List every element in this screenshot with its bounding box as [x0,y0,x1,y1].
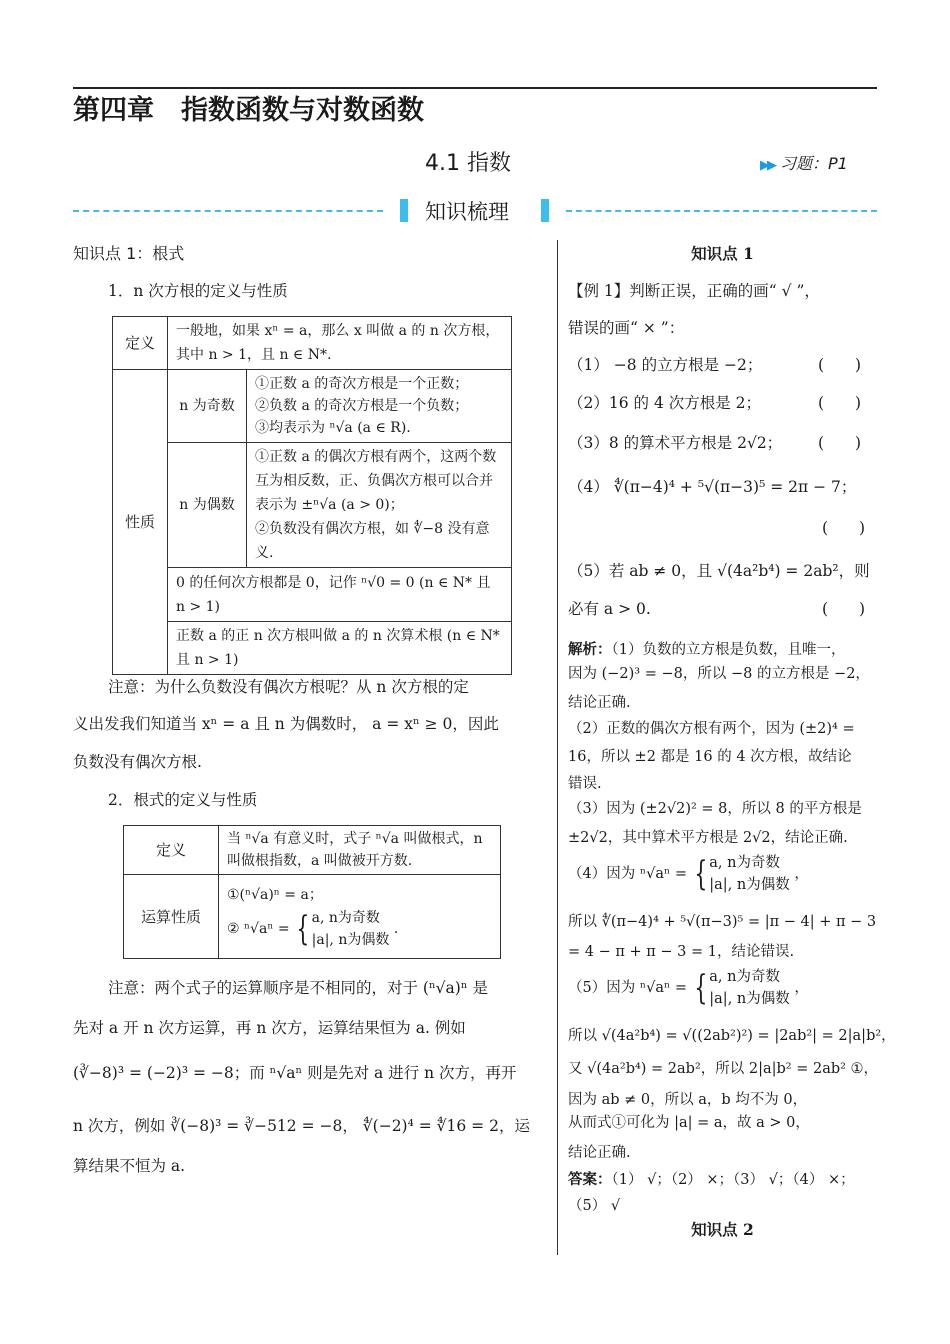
question-2: （2）16 的 4 次方根是 2； [568,394,762,412]
table-cell-arithmetic-root: 正数 a 的正 n 次方根叫做 a 的 n 次算术根 (n ∈ N* 且 n > 1) [168,622,512,675]
operation-2-suffix: . [393,920,399,937]
knowledge-point-title: 知识点 1：根式 [73,244,185,263]
table-label-properties: 性质 [113,370,168,675]
piecewise-prefix: （4）因为 ⁿ√aⁿ = [568,866,688,882]
exercise-reference-text: 习题：P1 [780,154,848,173]
chapter-title: 第四章 指数函数与对数函数 [73,95,424,126]
odd-line: ①正数 a 的奇次方根是一个正数； [255,376,469,392]
analysis-5-piecewise [568,966,809,1010]
analysis-line: ±2√2，其中算术平方根是 2√2，结论正确. [568,830,848,846]
question-5-cont: 必有 a > 0. [568,600,651,618]
answer-text: （1） √；（2） ×；（3） √；（4） ×； [611,1172,855,1188]
banner-dash-left [73,210,383,212]
analysis-4-piecewise [568,852,809,896]
case-even: |a|, n为偶数 [709,877,790,893]
exercise-reference [760,151,848,174]
analysis-line: 错误. [568,776,602,792]
double-arrow-icon: ▶▶ [760,158,774,173]
analysis-line: 结论正确. [568,695,631,711]
table-cell-zero: 0 的任何次方根都是 0，记作 ⁿ√0 = 0 (n ∈ N* 且 n > 1) [168,568,512,622]
analysis-line: （3）因为 (±2√2)² = 8，所以 8 的平方根是 [568,801,862,817]
odd-line: ②负数 a 的奇次方根是一个负数； [255,398,469,414]
note1-line: 负数没有偶次方根. [73,753,202,771]
column-divider [557,240,558,1255]
note2-line: 算结果不恒为 a. [73,1157,186,1175]
even-line: ①正数 a 的偶次方根有两个，这两个数互为相反数，正、负偶次方根可以合并表示为 ±ⁿ√a (a > 0)； [255,449,497,513]
note2-line: 注意：两个式子的运算顺序是不相同的，对于 (ⁿ√a)ⁿ 是 [108,979,488,997]
note2-line: 先对 a 开 n 次方运算，再 n 次方，运算结果恒为 a. 例如 [73,1019,466,1037]
answer-line [568,1170,855,1190]
analysis-line: 因为 ab ≠ 0，所以 a，b 均不为 0， [568,1092,808,1108]
nth-root-table [112,316,512,675]
knowledge-point-1-title: 知识点 1 [691,244,754,263]
table-cell-odd [247,370,512,443]
question-1: （1） −8 的立方根是 −2； [568,356,763,374]
analysis-line: 所以 √(4a²b⁴) = √((2ab²)²) = |2ab²| = 2|a|b²， [568,1028,896,1044]
piecewise-prefix: （5）因为 ⁿ√aⁿ = [568,980,688,996]
analysis-line: 因为 (−2)³ = −8，所以 −8 的立方根是 −2， [568,666,870,682]
question-5: （5）若 ab ≠ 0，且 √(4a²b⁴) = 2ab²，则 [568,562,870,580]
table-cell-definition: 一般地，如果 xⁿ = a，那么 x 叫做 a 的 n 次方根，其中 n > 1，且 n ∈ N*. [168,317,512,370]
question-3: （3）8 的算术平方根是 2√2； [568,434,783,452]
analysis-line: 16，所以 ±2 都是 16 的 4 次方根，故结论 [568,749,852,765]
analysis-line: 结论正确. [568,1145,631,1161]
note1-line: 注意：为什么负数没有偶次方根呢？从 n 次方根的定 [108,678,469,696]
analysis-line: 又 √(4a²b⁴) = 2ab²，所以 2|a|b² = 2ab² ①， [568,1061,879,1077]
table-label-definition: 定义 [124,826,219,875]
analysis-line-1 [568,640,845,660]
analysis-text: （1）负数的立方根是负数，且唯一， [611,642,846,658]
piecewise-brace: { a, n为奇数 |a|, n为偶数 [296,908,390,949]
table-label-definition: 定义 [113,317,168,370]
answer-blank-2: ( ) [818,394,862,412]
subsection-2-title: 2．根式的定义与性质 [108,791,258,809]
table-cell-definition: 当 ⁿ√a 有意义时，式子 ⁿ√a 叫做根式，n 叫做根指数，a 叫做被开方数. [219,826,501,875]
banner-bar-right [541,199,549,222]
answer-label: 答案： [568,1172,612,1188]
case-even: |a|, n为偶数 [311,931,390,948]
section-title: 4.1 指数 [425,151,511,176]
operation-1: ①(ⁿ√a)ⁿ = a； [227,886,323,903]
piecewise-suffix: ， [794,866,809,882]
banner-dash-right [566,210,877,212]
note2-line: (∛−8)³ = (−2)³ = −8；而 ⁿ√aⁿ 则是先对 a 进行 n 次方，再开 [73,1064,517,1082]
odd-line: ③均表示为 ⁿ√a (a ∈ R). [255,420,411,436]
analysis-line: （2）正数的偶次方根有两个，因为 (±2)⁴ = [568,721,855,737]
piecewise-brace: { a, n为奇数 |a|, n为偶数 [693,968,790,1008]
analysis-line: 从而式①可化为 |a| = a，故 a > 0， [568,1115,810,1131]
analysis-line: = 4 − π + π − 3 = 1，结论错误. [568,944,795,960]
banner-title: 知识梳理 [425,200,509,224]
even-line: ②负数没有偶次方根，如 ∜−8 没有意义. [255,521,490,561]
case-even: |a|, n为偶数 [709,991,790,1007]
case-odd: a, n为奇数 [311,909,380,926]
banner-bar-left [400,199,408,222]
answer-blank-5: ( ) [822,600,866,618]
case-odd: a, n为奇数 [709,969,780,985]
piecewise-brace: { a, n为奇数 |a|, n为偶数 [693,854,790,894]
answer-blank-3: ( ) [818,434,862,452]
operation-2-prefix: ② ⁿ√aⁿ = [227,920,290,937]
subsection-1-title: 1．n 次方根的定义与性质 [108,282,288,300]
knowledge-point-2-title: 知识点 2 [691,1220,754,1239]
operation-2 [227,907,492,951]
table-label-operations: 运算性质 [124,875,219,959]
table-cell-even [247,443,512,568]
radical-table [123,825,501,959]
table-label-even: n 为偶数 [168,443,247,568]
case-odd: a, n为奇数 [709,855,780,871]
example-line: 错误的画“ × ”： [568,319,685,337]
table-label-odd: n 为奇数 [168,370,247,443]
example-line: 【例 1】判断正误，正确的画“ √ ”， [568,282,820,300]
analysis-line: 所以 ∜(π−4)⁴ + ⁵√(π−3)⁵ = |π − 4| + π − 3 [568,914,877,930]
note1-line: 义出发我们知道当 xⁿ = a 且 n 为偶数时， a = xⁿ ≥ 0，因此 [73,715,499,733]
answer-blank-1: ( ) [818,356,862,374]
answer-blank-4: ( ) [822,519,866,537]
question-4: （4） ∜(π−4)⁴ + ⁵√(π−3)⁵ = 2π − 7； [568,478,857,496]
note2-line: n 次方，例如 ∛(−8)³ = ∛−512 = −8， ∜(−2)⁴ = ∜16 = 2，运 [73,1117,530,1135]
table-cell-operations [219,875,501,959]
answer-line-2: （5） √ [568,1198,621,1214]
analysis-label: 解析： [568,642,612,658]
piecewise-suffix: ， [794,980,809,996]
